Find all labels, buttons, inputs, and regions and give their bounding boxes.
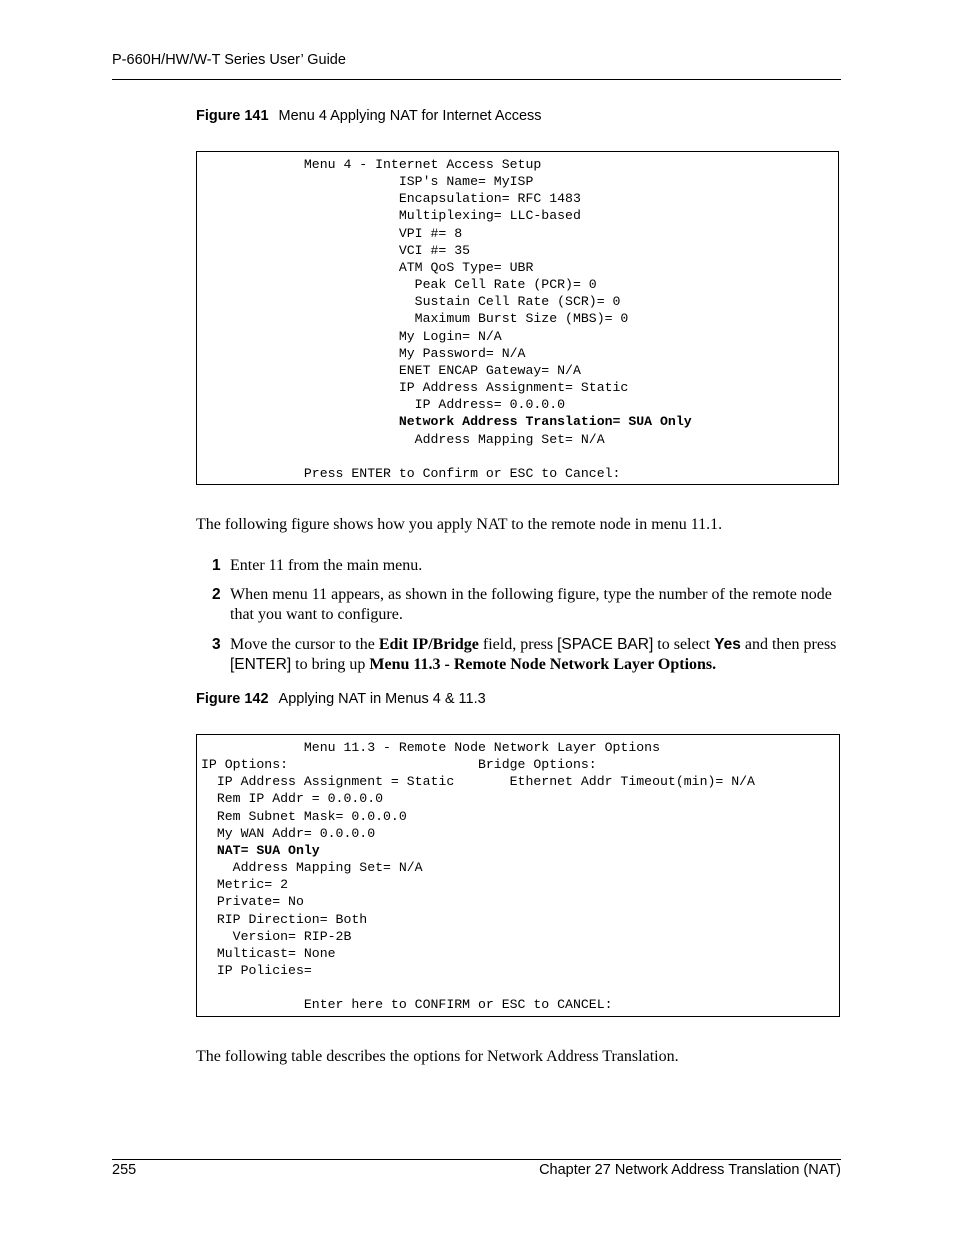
- figure-142-caption: [196, 691, 486, 707]
- step-3: [212, 635, 842, 675]
- menu-4-line: Address Mapping Set= N/A: [201, 431, 605, 447]
- chapter-title: Chapter 27 Network Address Translation (NAT): [539, 1162, 841, 1178]
- menu-4-line: My Password= N/A: [201, 345, 526, 361]
- step-2-number: 2: [212, 586, 221, 603]
- menu-4-line: ENET ENCAP Gateway= N/A: [201, 362, 581, 378]
- menu-11-3-line: My WAN Addr= 0.0.0.0: [201, 825, 376, 841]
- menu-11-3-line: Rem Subnet Mask= 0.0.0.0: [201, 808, 407, 824]
- footer-rule: [112, 1159, 841, 1160]
- figure-141-terminal: [196, 151, 839, 485]
- step-3-text-part: to select: [653, 636, 715, 653]
- menu-11-3-line: IP Policies=: [201, 963, 312, 979]
- step-3-text-part: Move the cursor to the: [230, 636, 379, 653]
- menu-11-3-line: Rem IP Addr = 0.0.0.0: [201, 791, 384, 807]
- menu-4-line: IP Address= 0.0.0.0: [201, 397, 566, 413]
- menu-11-3-line: Menu 11.3 - Remote Node Network Layer Options: [201, 740, 660, 755]
- menu-4-line: Sustain Cell Rate (SCR)= 0: [201, 294, 621, 310]
- menu-4-line: IP Address Assignment= Static: [201, 380, 629, 396]
- edit-ip-bridge-field-name: Edit IP/Bridge: [378, 636, 479, 653]
- menu-11-3-line: Enter here to CONFIRM or ESC to CANCEL:: [201, 997, 613, 1013]
- enter-key: [ENTER]: [230, 656, 292, 673]
- menu-11-3-line: Multicast= None: [201, 945, 336, 961]
- step-3-text-part: to bring up: [291, 656, 370, 673]
- intro-paragraph: The following figure shows how you apply NAT to the remote node in menu 11.1.: [196, 516, 723, 533]
- step-1-text: Enter 11 from the main menu.: [230, 557, 423, 574]
- figure-141-screen-text: [201, 156, 838, 482]
- yes-value: Yes: [714, 636, 741, 653]
- menu-4-line: Encapsulation= RFC 1483: [201, 191, 581, 207]
- menu-11-3-line: Private= No: [201, 894, 304, 910]
- figure-142-title: Applying NAT in Menus 4 & 11.3: [278, 691, 486, 707]
- step-2: [212, 585, 842, 625]
- step-3-text-part: field, press: [478, 636, 558, 653]
- menu-11-3-line: Version= RIP-2B: [201, 928, 352, 944]
- step-2-text: When menu 11 appears, as shown in the following figure, type the number of the remote node that you want to configure.: [230, 586, 832, 623]
- figure-142-screen-text: [201, 739, 839, 1014]
- menu-11-3-line: RIP Direction= Both: [201, 911, 368, 927]
- menu-4-line: Menu 4 - Internet Access Setup: [201, 157, 542, 172]
- page-number: 255: [112, 1162, 137, 1178]
- menu-4-line: My Login= N/A: [201, 328, 502, 344]
- menu-4-line: VPI #= 8: [201, 225, 463, 241]
- menu-4-line: Peak Cell Rate (PCR)= 0: [201, 277, 597, 293]
- figure-141-caption: [196, 108, 542, 124]
- menu-11-3-line: IP Address Assignment = Static Ethernet Addr Timeout(min)= N/A: [201, 774, 755, 790]
- menu-11-3-name: Menu 11.3 - Remote Node Network Layer Options.: [369, 656, 717, 673]
- closing-paragraph: The following table describes the options for Network Address Translation.: [196, 1048, 679, 1065]
- menu-4-line: ATM QoS Type= UBR: [201, 259, 534, 275]
- figure-142-terminal: [196, 734, 840, 1017]
- running-header: P-660H/HW/W-T Series User’ Guide: [112, 52, 346, 68]
- step-1-number: 1: [212, 557, 221, 574]
- figure-141-number: Figure 141: [196, 108, 269, 124]
- menu-11-3-line: IP Options: Bridge Options:: [201, 757, 597, 773]
- step-3-text: [230, 635, 842, 675]
- step-3-number: 3: [212, 636, 221, 653]
- menu-4-line: ISP's Name= MyISP: [201, 174, 534, 190]
- menu-11-3-highlight-line: NAT= SUA Only: [201, 842, 320, 858]
- menu-4-line: Press ENTER to Confirm or ESC to Cancel:: [201, 465, 621, 481]
- step-1: [212, 556, 842, 576]
- menu-4-line: VCI #= 35: [201, 242, 471, 258]
- menu-11-3-line: Address Mapping Set= N/A: [201, 860, 423, 876]
- menu-4-line: Multiplexing= LLC-based: [201, 208, 581, 224]
- menu-11-3-line: Metric= 2: [201, 877, 289, 893]
- menu-4-line: Maximum Burst Size (MBS)= 0: [201, 311, 629, 327]
- header-rule: [112, 79, 841, 80]
- figure-142-number: Figure 142: [196, 691, 269, 707]
- space-bar-key: [SPACE BAR]: [557, 636, 654, 653]
- figure-141-title: Menu 4 Applying NAT for Internet Access: [278, 108, 542, 124]
- menu-4-highlight-line: Network Address Translation= SUA Only: [201, 414, 692, 430]
- step-3-text-part: and then press: [740, 636, 837, 653]
